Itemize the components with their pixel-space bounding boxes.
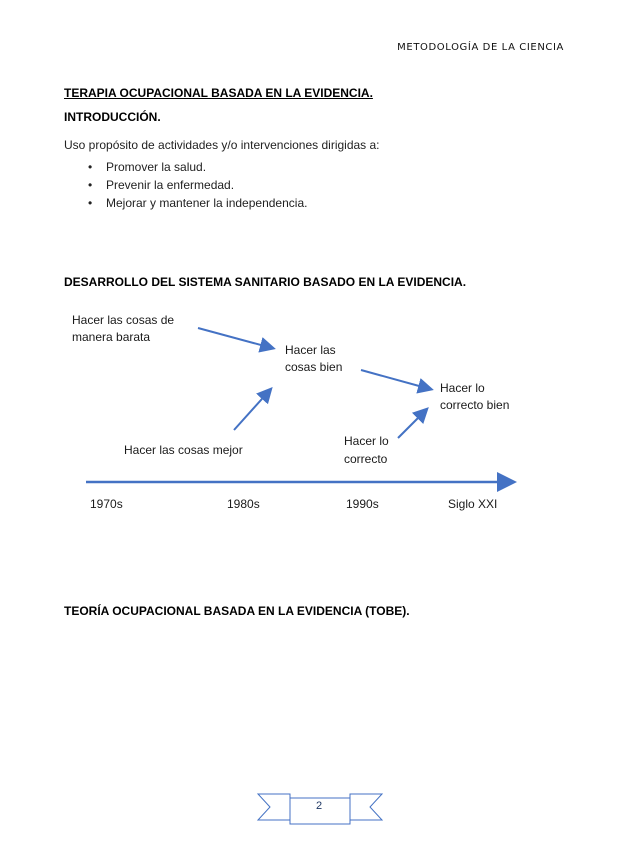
arrow-barata-to-bien — [198, 328, 272, 348]
bullet-dot: • — [88, 160, 93, 174]
label-correcto-bien-1: Hacer lo — [440, 381, 485, 395]
label-correcto-bien-2: correcto bien — [440, 398, 510, 412]
list-item-text: Prevenir la enfermedad. — [106, 178, 235, 192]
label-bien-2: cosas bien — [285, 360, 343, 374]
label-barata-1: Hacer las cosas de — [72, 313, 175, 327]
evolution-diagram — [0, 300, 636, 520]
label-barata-2: manera barata — [72, 330, 151, 344]
diagram-heading: DESARROLLO DEL SISTEMA SANITARIO BASADO EN LA EVIDENCIA. — [64, 275, 467, 289]
intro-text: Uso propósito de actividades y/o intervenciones dirigidas a: — [64, 138, 380, 152]
bullet-dot: • — [88, 196, 93, 210]
timeline-label-1990s: 1990s — [346, 497, 379, 511]
intro-heading: INTRODUCCIÓN. — [64, 110, 161, 124]
list-item-text: Mejorar y mantener la independencia. — [106, 196, 308, 210]
list-item-text: Promover la salud. — [106, 160, 207, 174]
list-item — [88, 176, 307, 194]
arrow-bien-to-correcto-bien — [361, 370, 430, 389]
label-correcto-2: correcto — [344, 452, 388, 466]
timeline-label-1970s: 1970s — [90, 497, 123, 511]
timeline-label-1980s: 1980s — [227, 497, 260, 511]
arrow-mejor-to-bien — [234, 390, 270, 430]
label-correcto-1: Hacer lo — [344, 434, 389, 448]
label-bien-1: Hacer las — [285, 343, 336, 357]
running-header: METODOLOGÍA DE LA CIENCIA — [397, 42, 564, 53]
list-item — [88, 194, 307, 212]
bullet-list — [88, 158, 307, 212]
main-title: TERAPIA OCUPACIONAL BASADA EN LA EVIDENCIA. — [64, 86, 373, 100]
arrow-correcto-to-correcto-bien — [398, 410, 426, 438]
bullet-dot: • — [88, 178, 93, 192]
page-number: 2 — [315, 800, 323, 812]
tobe-heading: TEORÍA OCUPACIONAL BASADA EN LA EVIDENCIA (TOBE). — [64, 604, 410, 618]
list-item — [88, 158, 307, 176]
timeline-label-siglo-xxi: Siglo XXI — [448, 497, 498, 511]
label-mejor: Hacer las cosas mejor — [124, 443, 243, 457]
